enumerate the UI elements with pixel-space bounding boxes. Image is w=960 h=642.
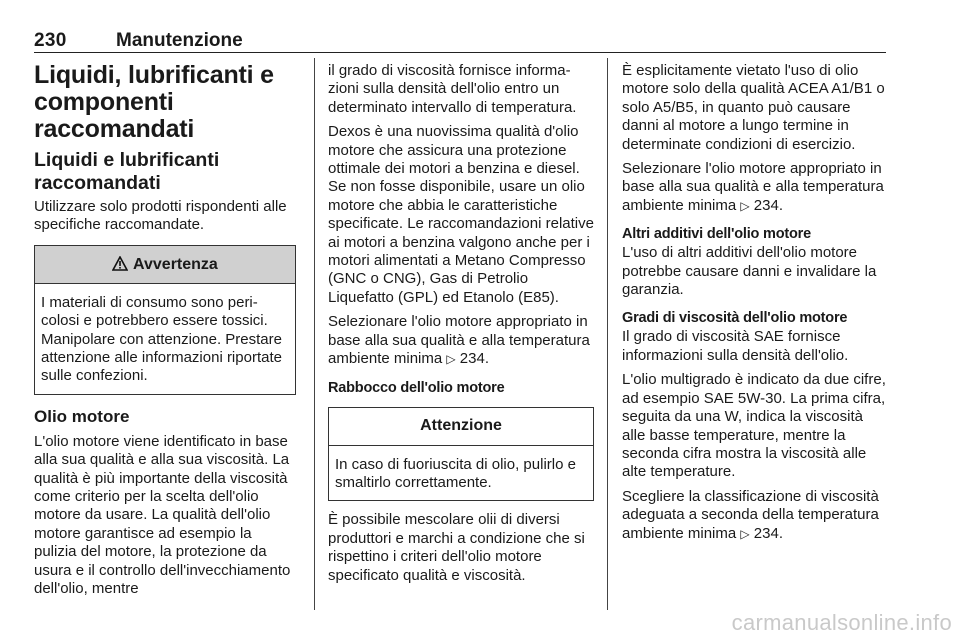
attention-box	[328, 407, 594, 502]
engine-oil-text: L'olio motore viene identificato in base alla sua qualità e alla sua viscosità. La qualità è più importante della viscosità come criterio per la scelta dell'olio motore da usare. La qualità dell'olio motore garantisce ad esempio la pulizia del motore, la protezione da usura e il controllo dell'invecchiamento dell'olio, mentre	[34, 432, 291, 598]
attention-text: In caso di fuoriuscita di olio, pulirlo e smaltirlo correttamente.	[335, 455, 576, 491]
subsection-title: Liquidi e lubrificanti raccomandati	[34, 149, 220, 194]
select-oil-text: Selezionare l'olio motore appropriato in base alla sua qualità e alla temperatura ambiente minima ▷ 234.	[328, 313, 590, 368]
multigrade-oil-text: L'olio multigrado è indicato da due cifre, ad esempio SAE 5W-30. La prima cifra, seguita da una W, indica la viscosità alle basse temperature, mentre la seconda cifra mostra la viscosità alle alte temperature.	[622, 371, 886, 481]
column-divider-right	[607, 58, 608, 610]
warning-text: I materiali di consumo sono pericolosi e potrebbero essere tossici. Manipolare con attenzione. Prestare attenzione alle informazioni riportate sulle confezioni.	[41, 293, 282, 385]
attention-box-header: Attenzione	[329, 408, 593, 446]
header-rule	[34, 52, 886, 53]
mixing-oils-text: È possibile mescolare olii di diversi produttori e marchi a condizione che si rispettino i criteri dell'olio motore specificato qualità e viscosità.	[328, 511, 585, 584]
heading-other-additives: Altri additivi dell'olio motore	[622, 226, 811, 243]
page-reference[interactable]: 234.	[753, 524, 783, 542]
watermark: carmanualsonline.info	[731, 610, 952, 635]
page-reference-arrow-icon: ▷	[740, 198, 750, 213]
acea-warning-text: È esplicitamente vietato l'uso di olio motore solo della qualità ACEA A1/B1 o solo A5/B5, in quanto può causare danni al motore a lungo termine in determinate condizioni di esercizio.	[622, 62, 885, 153]
column-2	[328, 62, 594, 591]
heading-viscosity-grades: Gradi di viscosità dell'olio motore	[622, 310, 848, 327]
additives-text: L'uso di altri additivi dell'olio motore potrebbe causare danni e invalidare la garanzia.	[622, 244, 877, 299]
page-reference-arrow-icon: ▷	[446, 352, 456, 367]
column-3	[622, 62, 888, 549]
section-title: Manutenzione	[116, 30, 243, 51]
page-header	[34, 30, 886, 52]
heading-oil-topup: Rabbocco dell'olio motore	[328, 379, 505, 396]
intro-text: Utilizzare solo prodotti rispondenti alle specifiche raccomandate.	[34, 198, 287, 234]
page-title: Liquidi, lubrificanti e componenti raccomandati	[34, 61, 274, 143]
column-divider-left	[314, 58, 315, 610]
heading-engine-oil: Olio motore	[34, 406, 130, 426]
dexos-text: Dexos è una nuovissima qualità d'olio motore che assicura una protezione ottimale dei motori a benzina e diesel. Se non fosse disponibile, usare un olio motore che abbia le caratteristiche specificate. Le raccomandazioni relative ai motori a benzina valgono anche per i motori alimentati a Metano Compresso (GNC o CNG), Gas di Petrolio Liquefatto (GPL) ed Etanolo (E85).	[328, 123, 594, 306]
viscosity-continuation-text: il grado di viscosità fornisce informazioni sulla densità dell'olio entro un determinato intervallo di temperatura.	[328, 62, 577, 116]
page-number: 230	[34, 30, 67, 51]
page-reference-arrow-icon: ▷	[740, 526, 750, 541]
warning-triangle-icon	[112, 256, 132, 272]
page-reference[interactable]: 234.	[753, 196, 783, 214]
select-oil-text-2: Selezionare l'olio motore appropriato in base alla sua qualità e alla temperatura ambiente minima ▷ 234.	[622, 160, 884, 214]
choose-viscosity-text: Scegliere la classificazione di viscosità adeguata a seconda della temperatura ambiente minima ▷ 234.	[622, 487, 879, 542]
warning-box-header	[35, 246, 295, 284]
warning-title: Avvertenza	[133, 255, 218, 273]
sae-viscosity-text: Il grado di viscosità SAE fornisce informazioni sulla densità dell'olio.	[622, 328, 849, 364]
page-reference[interactable]: 234.	[459, 350, 489, 368]
warning-box	[34, 245, 296, 395]
column-1	[34, 62, 296, 605]
